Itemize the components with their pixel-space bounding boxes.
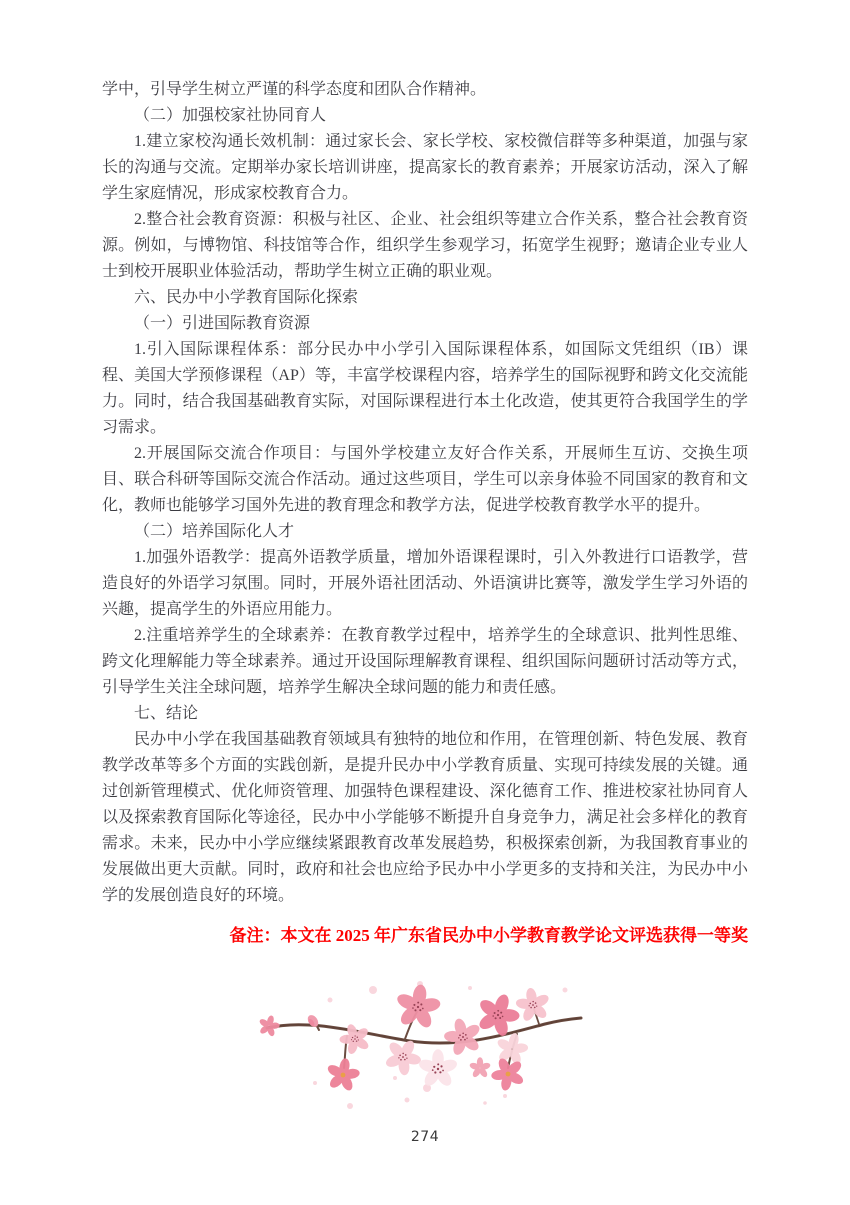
paragraph-list <box>102 77 748 909</box>
body-paragraph: 学中，引导学生树立严谨的科学态度和团队合作精神。 <box>102 81 487 98</box>
body-paragraph: 2.注重培养学生的全球素养：在教育教学过程中，培养学生的全球意识、批判性思维、跨文化理解能力等全球素养。通过开设国际理解教育课程、组织国际问题研讨活动等方式，引导学生关注全球问题，培养学生解决全球问题的能力和责任感。 <box>102 627 748 696</box>
body-paragraph: （二）加强校家社协同育人 <box>134 107 327 124</box>
body-paragraph: （一）引进国际教育资源 <box>134 315 311 332</box>
body-paragraph: 1.加强外语教学：提高外语教学质量，增加外语课程课时，引入外教进行口语教学，营造良好的外语学习氛围。同时，开展外语社团活动、外语演讲比赛等，激发学生学习外语的兴趣，提高学生的外语应用能力。 <box>102 549 748 618</box>
article-body <box>102 77 748 949</box>
body-paragraph: 2.整合社会教育资源：积极与社区、企业、社会组织等建立合作关系，整合社会教育资源。例如，与博物馆、科技馆等合作，组织学生参观学习，拓宽学生视野；邀请企业专业人士到校开展职业体验活动，帮助学生树立正确的职业观。 <box>102 211 748 280</box>
body-paragraph: 民办中小学在我国基础教育领域具有独特的地位和作用，在管理创新、特色发展、教育教学改革等多个方面的实践创新，是提升民办中小学教育质量、实现可持续发展的关键。通过创新管理模式、优化师资管理、加强特色课程建设、深化德育工作、推进校家社协同育人以及探索教育国际化等途径，民办中小学能够不断提升自身竞争力，满足社会多样化的教育需求。未来，民办中小学应继续紧跟教育改革发展趋势，积极探索创新，为我国教育事业的发展做出更大贡献。同时，政府和社会也应给予民办中小学更多的支持和关注，为民办中小学的发展创造良好的环境。 <box>102 731 748 904</box>
cherry-blossom-svg <box>255 978 595 1128</box>
page-number: 274 <box>410 1129 440 1145</box>
body-paragraph: 七、结论 <box>134 705 199 722</box>
cherry-blossom-illustration <box>255 978 595 1128</box>
body-paragraph: 六、民办中小学教育国际化探索 <box>134 289 359 306</box>
award-note: 备注：本文在 2025 年广东省民办中小学教育教学论文评选获得一等奖 <box>229 926 748 945</box>
body-paragraph: 1.引入国际课程体系：部分民办中小学引入国际课程体系，如国际文凭组织（IB）课程、美国大学预修课程（AP）等，丰富学校课程内容，培养学生的国际视野和跨文化交流能力。同时，结合我国基础教育实际，对国际课程进行本土化改造，使其更符合我国学生的学习需求。 <box>102 341 748 436</box>
body-paragraph: 2.开展国际交流合作项目：与国外学校建立友好合作关系，开展师生互访、交换生项目、联合科研等国际交流合作活动。通过这些项目，学生可以亲身体验不同国家的教育和文化，教师也能够学习国外先进的教育理念和教学方法，促进学校教育教学水平的提升。 <box>102 445 748 514</box>
body-paragraph: 1.建立家校沟通长效机制：通过家长会、家长学校、家校微信群等多种渠道，加强与家长的沟通与交流。定期举办家长培训讲座，提高家长的教育素养；开展家访活动，深入了解学生家庭情况，形成家校教育合力。 <box>102 133 748 202</box>
body-paragraph: （二）培养国际化人才 <box>134 523 295 540</box>
page-footer <box>0 1128 850 1146</box>
